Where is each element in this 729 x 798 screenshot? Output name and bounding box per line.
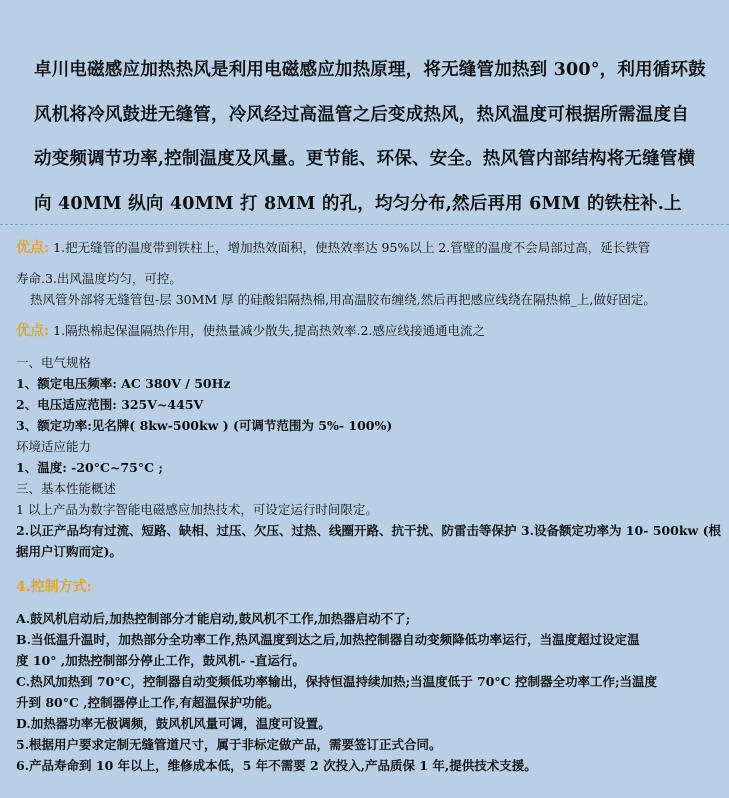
control-c-line-2: 升到 80°C ,控制器停止工作,有超温保护功能。	[16, 695, 280, 710]
advantage-2-text: 1.隔热棉起保温隔热作用，使热量减少散失,提高热效率.2.感应线接通通电流之	[49, 323, 485, 338]
advantage-line-2: 寿命.3.出风温度均匀，可控。	[16, 271, 182, 286]
performance-item-2: 2.以正产品均有过流、短路、缺相、过压、欠压、过热、线圈开路、抗干扰、防雷击等保护 3.设备额定功率为 10- 500kw (根	[16, 523, 722, 538]
control-heading: 4.控制方式:	[16, 579, 92, 595]
spec-voltage-range: 2、电压适应范围: 325V~445V	[16, 397, 204, 412]
specs-heading: 一、电气规格	[16, 355, 92, 370]
intro-line-2: 风机将冷风鼓进无缝管，冷风经过高温管之后变成热风，热风温度可根据所需温度自	[34, 104, 689, 125]
advantage-line-1	[16, 238, 650, 258]
control-b-line-1: B.当低温升温时，加热部分全功率工作,热风温度到达之后,加热控制器自动变频降低功率运行，当温度超过设定温	[16, 632, 640, 647]
intro-paragraph	[34, 48, 714, 226]
performance-item-2-cont: 据用户订购而定)。	[16, 544, 122, 559]
insulation-line: 热风管外部将无缝管包-层 30MM 厚 的硅酸铝隔热棉,用高温胶布缠绕,然后再把感应线绕在隔热棉_上,做好固定。	[30, 292, 656, 307]
control-c-line-1: C.热风加热到 70°C，控制器自动变频低功率输出，保持恒温持续加热;当温度低于 70°C 控制器全功率工作;当温度	[16, 674, 658, 689]
advantage-2-label: 优点:	[16, 323, 50, 339]
control-a: A.鼓风机启动后,加热控制部分才能启动,鼓风机不工作,加热器启动不了;	[16, 611, 411, 626]
section-divider	[0, 224, 729, 225]
advantage-text: 1.把无缝管的温度带到铁柱上，增加热效面积，使热效率达 95%以上 2.管壁的温度不会局部过高，延长铁管	[49, 240, 651, 255]
spec-voltage-frequency: 1、额定电压频率: AC 380V / 50Hz	[16, 376, 231, 391]
advantage-2-line	[16, 321, 485, 341]
intro-line-4: 向 40MM 纵向 40MM 打 8MM 的孔，均匀分布,然后再用 6MM 的铁柱补.上	[34, 193, 682, 214]
intro-line-1: 卓川电磁感应加热热风是利用电磁感应加热原理，将无缝管加热到 300°，利用循环鼓	[34, 60, 706, 80]
control-d: D.加热器功率无极调频，鼓风机风量可调，温度可设置。	[16, 716, 331, 731]
performance-heading: 三、基本性能概述	[16, 481, 117, 496]
spec-rated-power: 3、额定功率:见名牌( 8kw-500kw ) (可调节范围为 5%- 100%)	[16, 418, 393, 433]
env-heading: 环境适应能力	[16, 439, 92, 454]
intro-line-3: 动变频调节功率,控制温度及风量。更节能、环保、安全。热风管内部结构将无缝管横	[34, 149, 696, 169]
env-temperature: 1、温度: -20°C~75°C ;	[16, 460, 163, 475]
performance-item-1: 1 以上产品为数字智能电磁感应加热技术，可设定运行时间限定。	[16, 502, 378, 517]
advantage-label: 优点:	[16, 240, 50, 256]
custom-order-note: 5.根据用户要求定制无缝管道尺寸，属于非标定做产品，需要签订正式合同。	[16, 737, 442, 752]
control-b-line-2: 度 10° ,加热控制部分停止工作，鼓风机- -直运行。	[16, 653, 305, 668]
warranty-note: 6.产品寿命到 10 年以上，维修成本低，5 年不需要 2 次投入,产品质保 1 年,提供技术支援。	[16, 758, 537, 773]
